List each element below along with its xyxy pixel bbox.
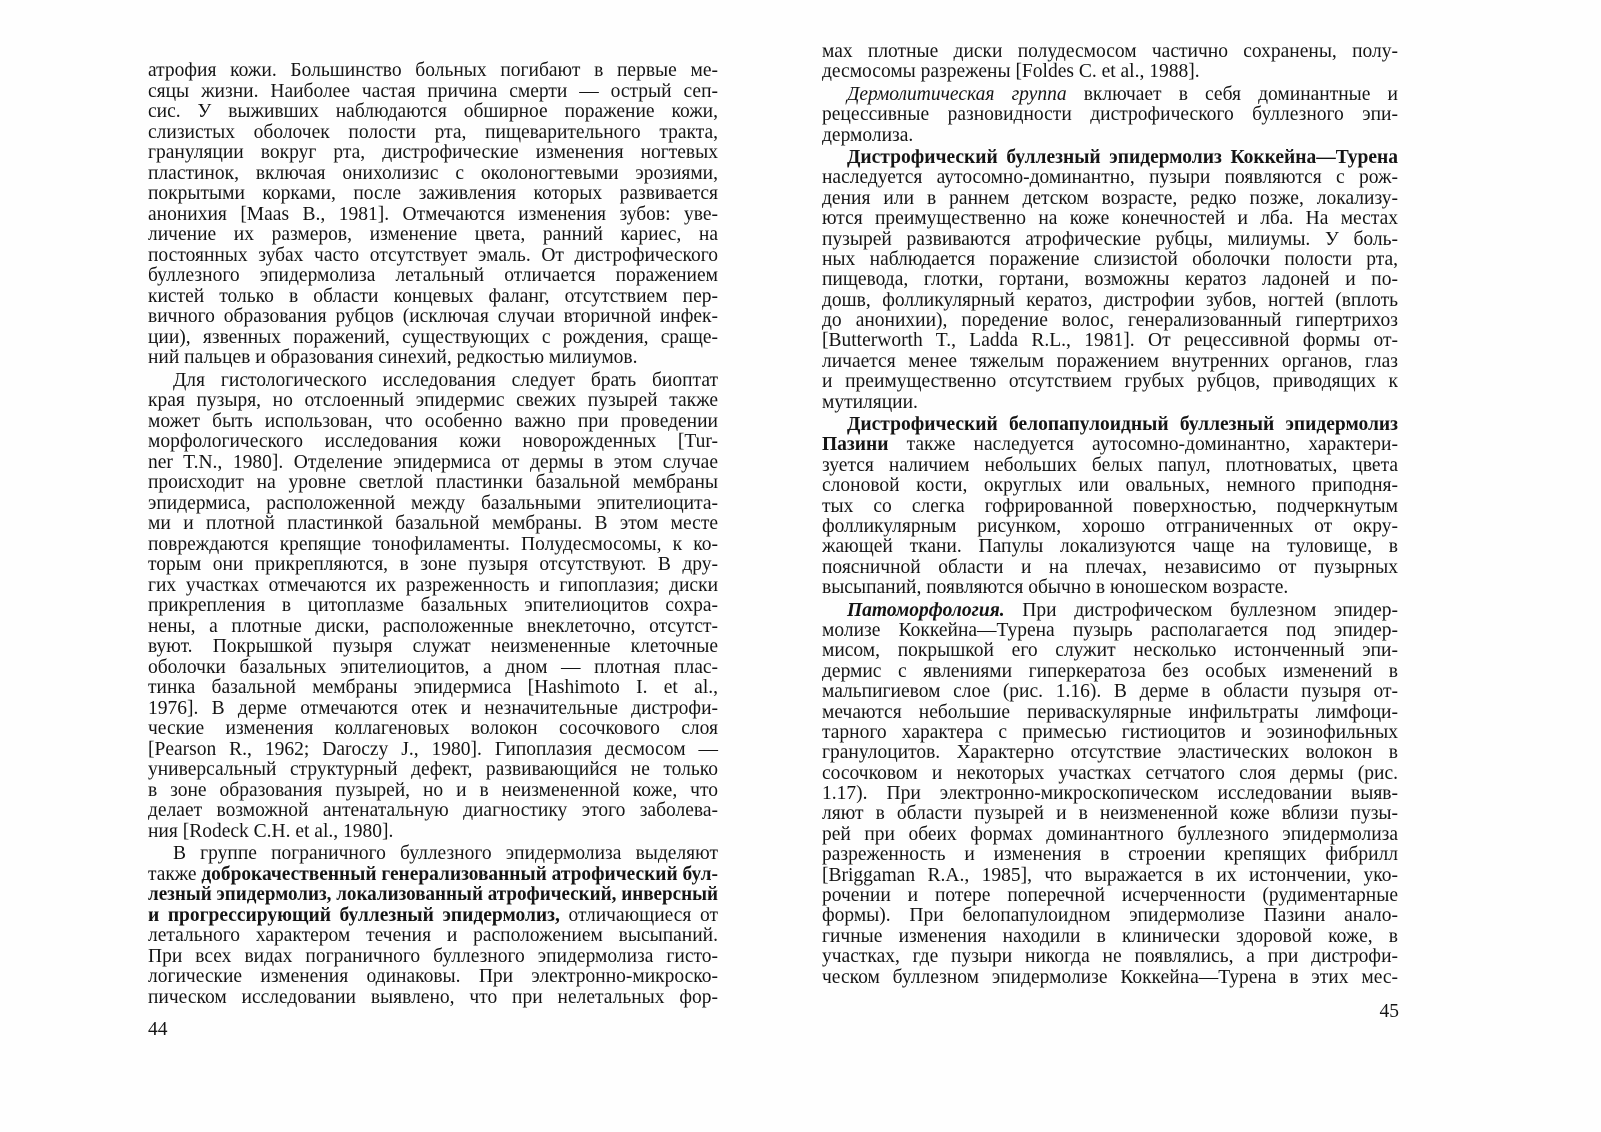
line-text: тинка базальной мембраны эпидермиса [Hashimoto I. et al.,	[148, 677, 718, 698]
text-line	[822, 537, 1398, 557]
line-text: гих участках отмечаются их разреженность и гипоплазия; диски	[148, 574, 718, 596]
text-line	[148, 801, 718, 822]
line-text: высыпаний, появляются обычно в юношеском возрасте.	[822, 577, 1289, 599]
line-text: оболочки базальных эпителиоцитов, а дном — плотная плас-	[148, 656, 718, 678]
paragraph	[822, 85, 1398, 146]
line-text: тарного характера с примесью гистиоцитов и эозинофильных	[822, 721, 1398, 743]
text-line	[822, 804, 1398, 824]
line-text: пластинок, включая онихолизис с околоногтевыми эрозиями,	[148, 162, 718, 184]
line-text: тых со слегка гофрированной поверхностью, подчеркнутым	[822, 495, 1398, 517]
text-line	[822, 189, 1398, 209]
text-line	[148, 205, 718, 226]
line-text: вуют. Покрышкой пузыря служат неизмененные клеточные	[148, 636, 718, 657]
line-text: десмосомы разрежены [Foldes C. et al., 1988].	[822, 61, 1200, 83]
bold-text: Дистрофический белопапулоидный буллезный эпидермолиз	[847, 414, 1398, 436]
text-line	[148, 287, 718, 308]
text-line	[148, 82, 718, 103]
bold-text: Пазини	[822, 434, 889, 456]
text-column	[148, 61, 718, 1008]
text-line	[148, 988, 718, 1009]
text-line	[847, 415, 1398, 435]
text-line	[148, 926, 718, 947]
text-line	[822, 866, 1398, 886]
text-line	[822, 105, 1398, 125]
line-text: анонихия [Maas B., 1981]. Отмечаются изменения зубов: уве-	[148, 203, 718, 225]
line-text: ции), язвенных поражений, существующих с рождения, сраще-	[148, 326, 718, 348]
text-line	[822, 168, 1398, 188]
text-line	[148, 123, 718, 144]
text-line	[148, 514, 718, 535]
line-text: ческие изменения коллагеновых волокон сосочкового слоя	[148, 718, 718, 739]
text-line	[148, 535, 718, 556]
line-text: ний пальцев и образования синехий, редкостью милиумов.	[148, 347, 638, 368]
line-text: сис. У выживших наблюдаются обширное поражение кожи,	[148, 101, 718, 122]
line-text: дошв, фолликулярный кератоз, дистрофии зубов, ногтей (вплоть	[822, 289, 1398, 311]
line-text: гичные изменения находили в клинически здоровой коже, в	[822, 925, 1398, 947]
bold-text: Дистрофический буллезный эпидермолиз Коккейна—Турена	[847, 146, 1398, 168]
text-line	[822, 62, 1398, 82]
line-text: дермолиза.	[822, 124, 914, 146]
line-text: При дистрофическом буллезном эпидер-	[1004, 599, 1398, 621]
text-line	[173, 844, 718, 865]
line-text: участках, где пузыри никогда не появлялись, а при дистрофи-	[822, 946, 1398, 968]
text-line	[148, 885, 718, 906]
line-text: рей при обеих формах доминантного буллезного эпидермолиза	[822, 823, 1398, 845]
line-text: нены, а плотные диски, расположенные внеклеточно, отсутст-	[148, 615, 718, 637]
text-line	[148, 865, 718, 886]
line-text: зуется наличием небольших белых папул, плотноватых, цвета	[822, 454, 1398, 476]
line-text: кистей только в области концевых фаланг, отсутствием пер-	[148, 285, 718, 307]
line-text: ner T.N., 1980]. Отделение эпидермиса от дермы в этом случае	[148, 451, 718, 473]
text-line	[148, 781, 718, 802]
text-line	[822, 845, 1398, 865]
line-text: ми и плотной пластинкой базальной мембраны. В этом месте	[148, 513, 718, 534]
line-text: При всех видах пограничного буллезного эпидермолиза гисто-	[148, 945, 718, 967]
text-line	[822, 578, 1398, 598]
text-line	[148, 617, 718, 638]
text-line	[148, 576, 718, 597]
line-text: отличающиеся от	[559, 904, 718, 926]
line-text: в зоне образования пузырей, но и в неизмененной коже, что	[148, 779, 718, 801]
line-text: мечаются небольшие периваскулярные инфильтраты лимфоци-	[822, 701, 1398, 723]
text-line	[148, 906, 718, 927]
line-text: повреждаются крепящие тонофиламенты. Полудесмосомы, к ко-	[148, 533, 718, 555]
text-line	[148, 740, 718, 761]
line-text: рецессивные разновидности дистрофического буллезного эпи-	[822, 104, 1398, 126]
text-line	[148, 307, 718, 328]
paragraph	[822, 415, 1398, 599]
line-text: сосочковом и некоторых участках сетчатого слоя дермы (рис.	[822, 762, 1398, 784]
line-text: пузырей развиваются атрофические рубцы, милиумы. У боль-	[822, 228, 1398, 250]
text-line	[847, 148, 1398, 168]
line-text: логические изменения одинаковы. При электронно-микроско-	[148, 966, 718, 987]
line-text: наследуется аутосомно-доминантно, пузыри появляются с рож-	[822, 167, 1398, 189]
line-text: рочении и потере поперечной исчерченности (рудиментарные	[822, 885, 1398, 907]
text-line	[148, 678, 718, 699]
text-line	[822, 230, 1398, 250]
line-text: молизе Коккейна—Турена пузырь располагается под эпидер-	[822, 619, 1398, 641]
text-line	[822, 126, 1398, 146]
text-line	[148, 184, 718, 205]
bold-text: доброкачественный генерализованный атрофический бул-	[201, 863, 718, 885]
text-line	[148, 637, 718, 658]
bold-text: и прогрессирующий буллезный эпидермолиз,	[148, 904, 560, 926]
text-line	[822, 662, 1398, 682]
text-line	[822, 250, 1398, 270]
line-text: пищевода, глотки, гортани, возможны кератоз ладоней и по-	[822, 269, 1398, 291]
page-number: 45	[1379, 1001, 1399, 1022]
text-line	[822, 517, 1398, 537]
text-line	[822, 291, 1398, 311]
line-text: мальпигиевом слое (рис. 1.16). В дерме в области пузыря от-	[822, 681, 1398, 703]
text-line	[148, 266, 718, 287]
line-text: ются преимущественно на коже конечностей и лба. На местах	[822, 208, 1398, 230]
text-line	[822, 558, 1398, 578]
line-text: края пузыря, но отслоенный эпидермис свежих пузырей также	[148, 390, 718, 411]
line-text: личение их размеров, изменение цвета, ранний кариес, на	[148, 224, 718, 245]
line-text: включает в себя доминантные и	[1066, 83, 1398, 105]
line-text: торым они прикрепляются, в зоне пузыря отсутствуют. В дру-	[148, 554, 718, 575]
text-line	[822, 497, 1398, 517]
line-text: покрытыми корками, после заживления которых развивается	[148, 183, 718, 204]
text-line	[822, 784, 1398, 804]
text-line	[822, 393, 1398, 413]
text-line	[148, 473, 718, 494]
paragraph	[148, 844, 718, 1008]
line-text: пическом исследовании выявлено, что при нелетальных фор-	[148, 986, 718, 1008]
line-text: ческом буллезном эпидермолизе Коккейна—Турена в этих мес-	[822, 966, 1398, 988]
text-line	[148, 699, 718, 720]
text-line	[148, 348, 718, 369]
text-line	[148, 453, 718, 474]
line-text: делает возможной антенатальную диагностику этого заболева-	[148, 800, 718, 821]
line-text: грануляции вокруг рта, дистрофические изменения ногтевых	[148, 142, 718, 163]
text-line	[148, 225, 718, 246]
text-line	[822, 352, 1398, 372]
text-line	[148, 246, 718, 267]
line-text: мутиляции.	[822, 391, 918, 413]
text-line	[822, 703, 1398, 723]
line-text: поясничной области и на плечах, независимо от пузырных	[822, 556, 1398, 578]
text-line	[148, 760, 718, 781]
text-line	[822, 331, 1398, 351]
line-text: [Pearson R., 1962; Daroczy J., 1980]. Гипоплазия десмосом —	[148, 738, 718, 760]
line-text: слоновой кости, округлых или овальных, немного приподня-	[822, 475, 1398, 497]
line-text: фолликулярным рисунком, хорошо отграниченных от окру-	[822, 515, 1398, 537]
text-line	[822, 372, 1398, 392]
line-text: 1976]. В дерме отмечаются отек и незначительные дистрофи-	[148, 697, 718, 719]
bold-text: лезный эпидермолиз, локализованный атрофический, инверсный	[148, 884, 718, 905]
text-line	[822, 621, 1398, 641]
text-line	[148, 555, 718, 576]
text-line	[822, 906, 1398, 926]
paragraph	[822, 148, 1398, 413]
line-text: прикрепления в цитоплазме базальных эпителиоцитов сохра-	[148, 595, 718, 616]
line-text: Для гистологического исследования следует брать биоптат	[173, 369, 718, 391]
text-line	[822, 209, 1398, 229]
text-line	[148, 328, 718, 349]
line-text: летального характером течения и расположением высыпаний.	[148, 925, 718, 946]
line-text: может быть использован, что особенно важно при проведении	[148, 410, 718, 432]
text-line	[822, 311, 1398, 331]
line-text: универсальный структурный дефект, развивающийся не только	[148, 759, 718, 780]
line-text: слизистых оболочек полости рта, пищеварительного тракта,	[148, 121, 718, 143]
text-line	[822, 476, 1398, 496]
line-text: личается менее тяжелым поражением внутренних органов, глаз	[822, 350, 1398, 372]
text-line	[822, 723, 1398, 743]
paragraph	[148, 61, 718, 369]
line-text: мах плотные диски полудесмосом частично сохранены, полу-	[822, 41, 1398, 62]
italic-text: Дермолитическая группа	[847, 83, 1067, 105]
line-text: дермис с явлениями гиперкератоза без особых изменений в	[822, 660, 1398, 682]
text-line	[822, 764, 1398, 784]
line-text: разреженность и изменения в строении крепящих фибрилл	[822, 844, 1398, 866]
text-line	[148, 432, 718, 453]
line-text: постоянных зубах часто отсутствует эмаль. От дистрофического	[148, 244, 718, 266]
line-text: жающей ткани. Папулы локализуются чаще на туловище, в	[822, 536, 1398, 558]
paragraph	[822, 42, 1398, 83]
text-line	[148, 719, 718, 740]
text-line	[822, 435, 1398, 455]
line-text: атрофия кожи. Большинство больных погибают в первые ме-	[148, 60, 718, 81]
text-line	[148, 61, 718, 82]
text-line	[148, 967, 718, 988]
line-text: 1.17). При электронно-микроскопическом исследовании выяв-	[822, 783, 1398, 805]
right-page	[800, 0, 1601, 1132]
line-text: также	[148, 863, 202, 885]
left-page	[0, 0, 800, 1132]
line-text: эпидермиса, расположенной между базальными эпителиоцита-	[148, 492, 718, 514]
line-text: происходит на уровне светлой пластинки базальной мембраны	[148, 472, 718, 493]
line-text: также наследуется аутосомно-доминантно, характери-	[888, 434, 1398, 456]
text-line	[822, 886, 1398, 906]
text-line	[148, 391, 718, 412]
text-line	[822, 825, 1398, 845]
line-text: дения или в раннем детском возрасте, редко позже, локализу-	[822, 187, 1398, 209]
line-text: до анонихии), поредение волос, генерализованный гипертрихоз	[822, 310, 1398, 332]
text-line	[148, 947, 718, 968]
line-text: и преимущественно отсутствием грубых рубцов, приводящих к	[822, 371, 1398, 393]
line-text: ляют в области пузырей и в неизмененной коже вблизи пузы-	[822, 803, 1398, 825]
text-line	[822, 743, 1398, 763]
line-text: вичного образования рубцов (исключая случаи вторичной инфек-	[148, 306, 718, 327]
line-text: В группе пограничного буллезного эпидермолиза выделяют	[173, 843, 718, 864]
text-line	[822, 682, 1398, 702]
text-line	[822, 456, 1398, 476]
text-line	[148, 412, 718, 433]
text-line	[822, 968, 1398, 988]
line-text: сяцы жизни. Наиболее частая причина смерти — острый сеп-	[148, 80, 718, 102]
text-line	[847, 601, 1398, 621]
line-text: [Briggaman R.A., 1985], что выражается в их истончении, уко-	[822, 864, 1398, 886]
text-line	[822, 927, 1398, 947]
text-line	[847, 85, 1398, 105]
line-text: морфологического исследования кожи новорожденных [Tur-	[148, 431, 718, 452]
line-text: ных наблюдается поражение слизистой оболочки полости рта,	[822, 248, 1398, 270]
text-line	[148, 822, 718, 843]
line-text: гранулоцитов. Характерно отсутствие эластических волокон в	[822, 742, 1398, 764]
text-line	[822, 42, 1398, 62]
line-text: буллезного эпидермолиза летальный отличается поражением	[148, 265, 718, 286]
text-line	[173, 371, 718, 392]
text-line	[822, 947, 1398, 967]
paragraph	[148, 371, 718, 843]
text-column	[822, 42, 1398, 988]
line-text: ния [Rodeck C.H. et al., 1980].	[148, 820, 394, 842]
text-line	[148, 164, 718, 185]
bold-italic-text: Патоморфология.	[847, 599, 1005, 621]
line-text: мисом, покрышкой его служит несколько истонченный эпи-	[822, 640, 1398, 662]
paragraph	[822, 601, 1398, 988]
text-line	[148, 143, 718, 164]
line-text: формы). При белопапулоидном эпидермолизе Пазини анало-	[822, 905, 1398, 927]
page-number: 44	[148, 1019, 168, 1040]
line-text: [Butterworth T., Ladda R.L., 1981]. От рецессивной формы от-	[822, 330, 1398, 352]
text-line	[148, 494, 718, 515]
text-line	[822, 641, 1398, 661]
text-line	[822, 270, 1398, 290]
text-line	[148, 658, 718, 679]
text-line	[148, 596, 718, 617]
text-line	[148, 102, 718, 123]
